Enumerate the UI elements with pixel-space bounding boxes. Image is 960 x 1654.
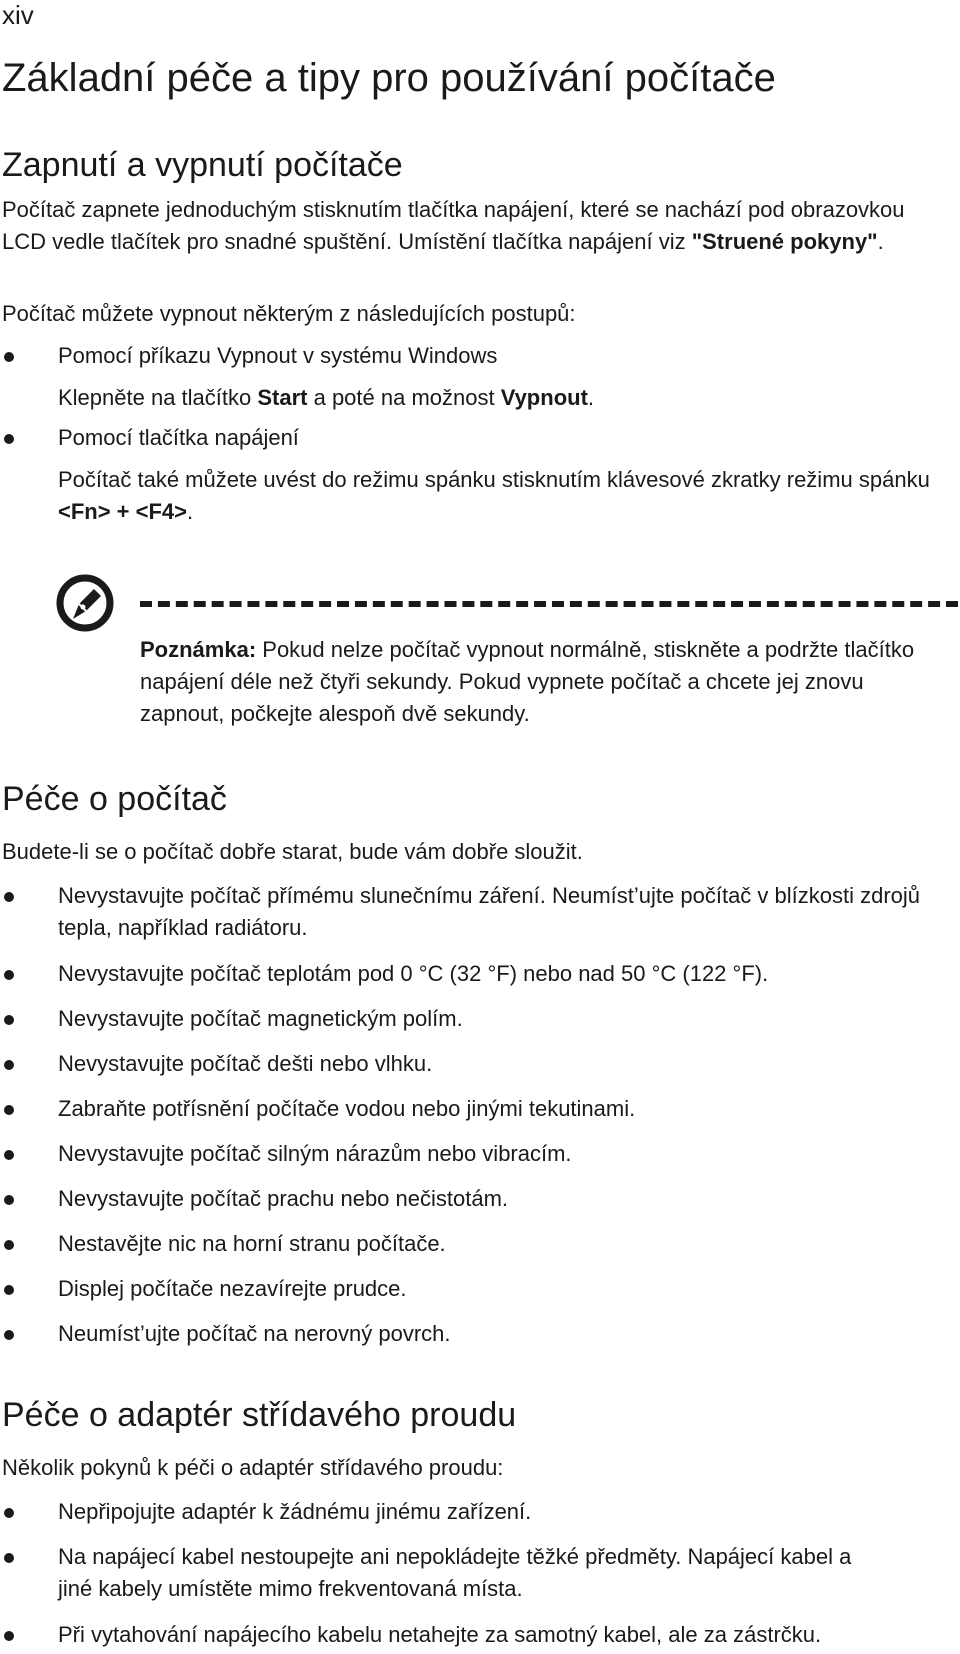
bullet-icon — [4, 352, 14, 362]
bullet-icon — [4, 1508, 14, 1518]
option-detail-text: Počítač také můžete uvést do režimu spánku stisknutím klávesové zkratky režimu spánku — [58, 467, 930, 492]
option-detail — [58, 464, 953, 528]
note-label: Poznámka: — [140, 637, 257, 662]
bullet-icon — [4, 1631, 14, 1641]
adapter-item-text: Na napájecí kabel nestoupejte ani nepokládejte těžké předměty. Napájecí kabel a jiné kabely umístěte mimo frekventovaná místa. — [58, 1544, 852, 1601]
care-item-text: Zabraňte potřísnění počítače vodou nebo jinými tekutinami. — [58, 1096, 636, 1121]
section-heading-care: Péče o počítač — [2, 780, 227, 818]
care-intro: Budete-li se o počítač dobře starat, bude vám dobře sloužit. — [2, 839, 583, 864]
page-number: xiv — [2, 0, 34, 30]
power-off-intro: Počítač můžete vypnout některým z následujících postupů: — [2, 301, 576, 326]
bullet-icon — [4, 892, 14, 902]
care-item-text: Neumíst’ujte počítač na nerovný povrch. — [58, 1321, 451, 1346]
adapter-item-text: Při vytahování napájecího kabelu netahejte za samotný kabel, ale za zástrčku. — [58, 1622, 822, 1647]
bullet-icon — [4, 1015, 14, 1025]
bullet-icon — [4, 1553, 14, 1563]
bullet-icon — [4, 1285, 14, 1295]
bullet-icon — [4, 1240, 14, 1250]
option-detail-text: a poté na možnost — [307, 385, 501, 410]
care-item-text: Nevystavujte počítač přímému slunečnímu záření. Neumíst’ujte počítač v blízkosti zdrojů tepla, například radiátoru. — [58, 883, 921, 940]
bullet-icon — [4, 1150, 14, 1160]
care-item-text: Displej počítače nezavírejte prudce. — [58, 1276, 407, 1301]
page-title: Základní péče a tipy pro používání počítače — [2, 56, 776, 100]
option-detail-end: . — [587, 385, 595, 410]
care-item-text: Nevystavujte počítač prachu nebo nečistotám. — [58, 1186, 509, 1211]
shutdown-keyword: Vypnout — [500, 385, 588, 410]
care-item-text: Nevystavujte počítač dešti nebo vlhku. — [58, 1051, 433, 1076]
power-intro-paragraph — [2, 194, 952, 258]
section-heading-adapter: Péče o adaptér střídavého proudu — [2, 1396, 517, 1434]
note-divider — [140, 601, 958, 607]
adapter-item-text: Nepřipojujte adaptér k žádnému jinému zařízení. — [58, 1499, 532, 1524]
quick-guide-reference: "Struené pokyny" — [691, 229, 878, 254]
option-label: Pomocí tlačítka napájení — [58, 425, 299, 450]
note-body: Pokud nelze počítač vypnout normálně, stiskněte a podržte tlačítko napájení déle než čtyři sekundy. Pokud vypnete počítač a chcete jej znovu zapnout, počkejte alespoň dvě sekundy. — [140, 637, 915, 726]
bullet-icon — [4, 1195, 14, 1205]
note-pen-icon — [56, 574, 114, 632]
option-detail — [58, 382, 953, 414]
start-keyword: Start — [257, 385, 308, 410]
care-item-text: Nestavějte nic na horní stranu počítače. — [58, 1231, 446, 1256]
section-heading-power: Zapnutí a vypnutí počítače — [2, 146, 403, 184]
option-label: Pomocí příkazu Vypnout v systému Windows — [58, 343, 498, 368]
sleep-hotkey: <Fn> + <F4> — [58, 499, 188, 524]
bullet-icon — [4, 1060, 14, 1070]
option-detail-text: Klepněte na tlačítko — [58, 385, 258, 410]
power-intro-end: . — [877, 229, 884, 254]
care-item-text: Nevystavujte počítač teplotám pod 0 °C (32 °F) nebo nad 50 °C (122 °F). — [58, 961, 769, 986]
care-item-text: Nevystavujte počítač magnetickým polím. — [58, 1006, 463, 1031]
adapter-intro: Několik pokynů k péči o adaptér střídavého proudu: — [2, 1455, 504, 1480]
bullet-icon — [4, 1330, 14, 1340]
bullet-icon — [4, 1105, 14, 1115]
bullet-icon — [4, 970, 14, 980]
care-item-text: Nevystavujte počítač silným nárazům nebo vibracím. — [58, 1141, 572, 1166]
power-intro-text: Počítač zapnete jednoduchým stisknutím tlačítka napájení, které se nachází pod obrazovkou LCD vedle tlačítek pro snadné spuštění. Umístění tlačítka napájení viz — [2, 197, 905, 254]
bullet-icon — [4, 434, 14, 444]
note-text — [140, 634, 950, 730]
option-detail-end: . — [187, 499, 194, 524]
